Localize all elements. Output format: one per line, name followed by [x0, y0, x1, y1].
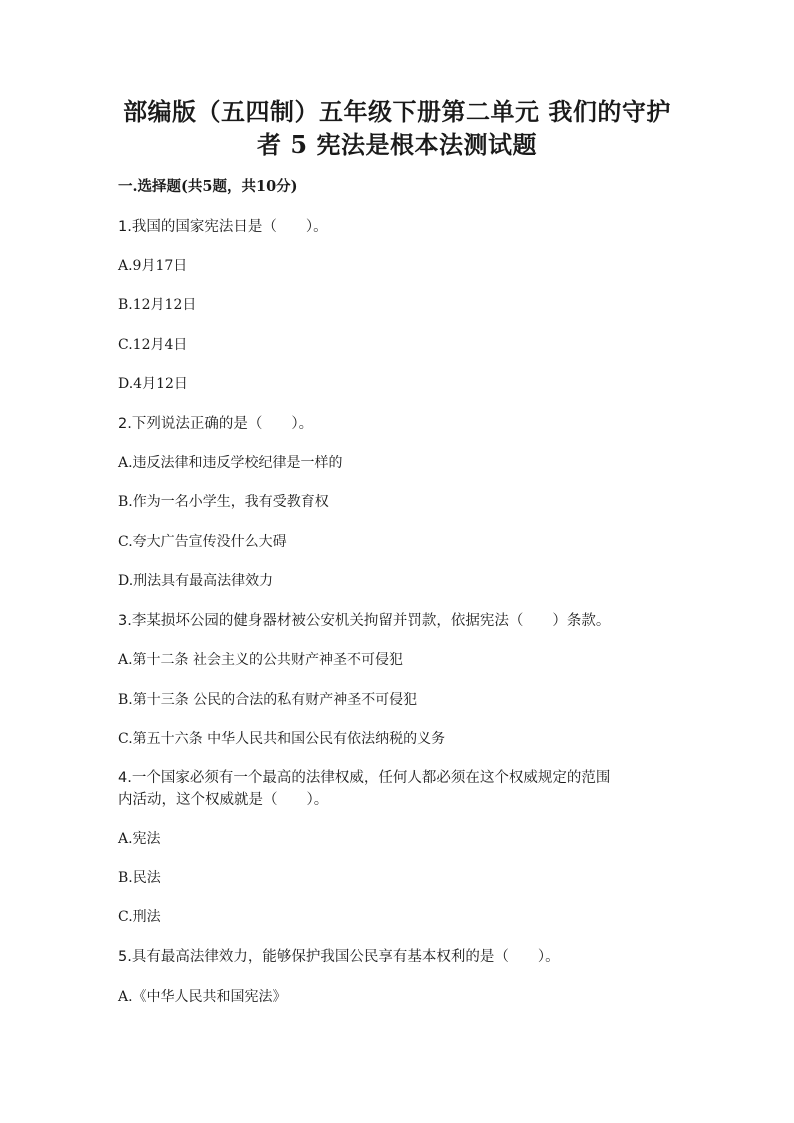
question-1-stem: 1.我国的国家宪法日是（ ）。: [118, 219, 328, 235]
question-4-option-a: A.宪法: [118, 831, 161, 847]
document-title-line-1: 部编版（五四制）五年级下册第二单元 我们的守护: [123, 97, 671, 126]
question-5-stem: 5.具有最高法律效力，能够保护我国公民享有基本权利的是（ ）。: [118, 949, 560, 965]
question-4-option-c: C.刑法: [118, 909, 161, 925]
question-4-stem-line-2: 内活动，这个权威就是（ ）。: [118, 792, 329, 808]
question-2-option-d: D.刑法具有最高法律效力: [118, 573, 274, 589]
document-title-line-2: 者 5 宪法是根本法测试题: [257, 130, 537, 159]
question-3-stem: 3.李某损坏公园的健身器材被公安机关拘留并罚款，依据宪法（ ）条款。: [118, 613, 611, 629]
question-4-stem-line-1: 4.一个国家必须有一个最高的法律权威，任何人都必须在这个权威规定的范围: [118, 770, 611, 786]
question-5-option-a: A.《中华人民共和国宪法》: [118, 989, 287, 1005]
question-3-option-a: A.第十二条 社会主义的公共财产神圣不可侵犯: [118, 652, 404, 668]
question-1-option-d: D.4月12日: [118, 376, 188, 392]
question-4-option-b: B.民法: [118, 870, 161, 886]
question-1-option-c: C.12月4日: [118, 337, 188, 353]
question-3-option-c: C.第五十六条 中华人民共和国公民有依法纳税的义务: [118, 731, 446, 747]
question-2-option-a: A.违反法律和违反学校纪律是一样的: [118, 455, 343, 471]
question-1-option-a: A.9月17日: [118, 258, 188, 274]
question-3-option-b: B.第十三条 公民的合法的私有财产神圣不可侵犯: [118, 692, 418, 708]
section-heading: 一.选择题(共5题，共10分): [118, 178, 298, 195]
question-2-option-b: B.作为一名小学生，我有受教育权: [118, 494, 329, 510]
question-2-stem: 2.下列说法正确的是（ ）。: [118, 416, 314, 432]
question-2-option-c: C.夸大广告宣传没什么大碍: [118, 534, 287, 550]
question-1-option-b: B.12月12日: [118, 297, 197, 313]
